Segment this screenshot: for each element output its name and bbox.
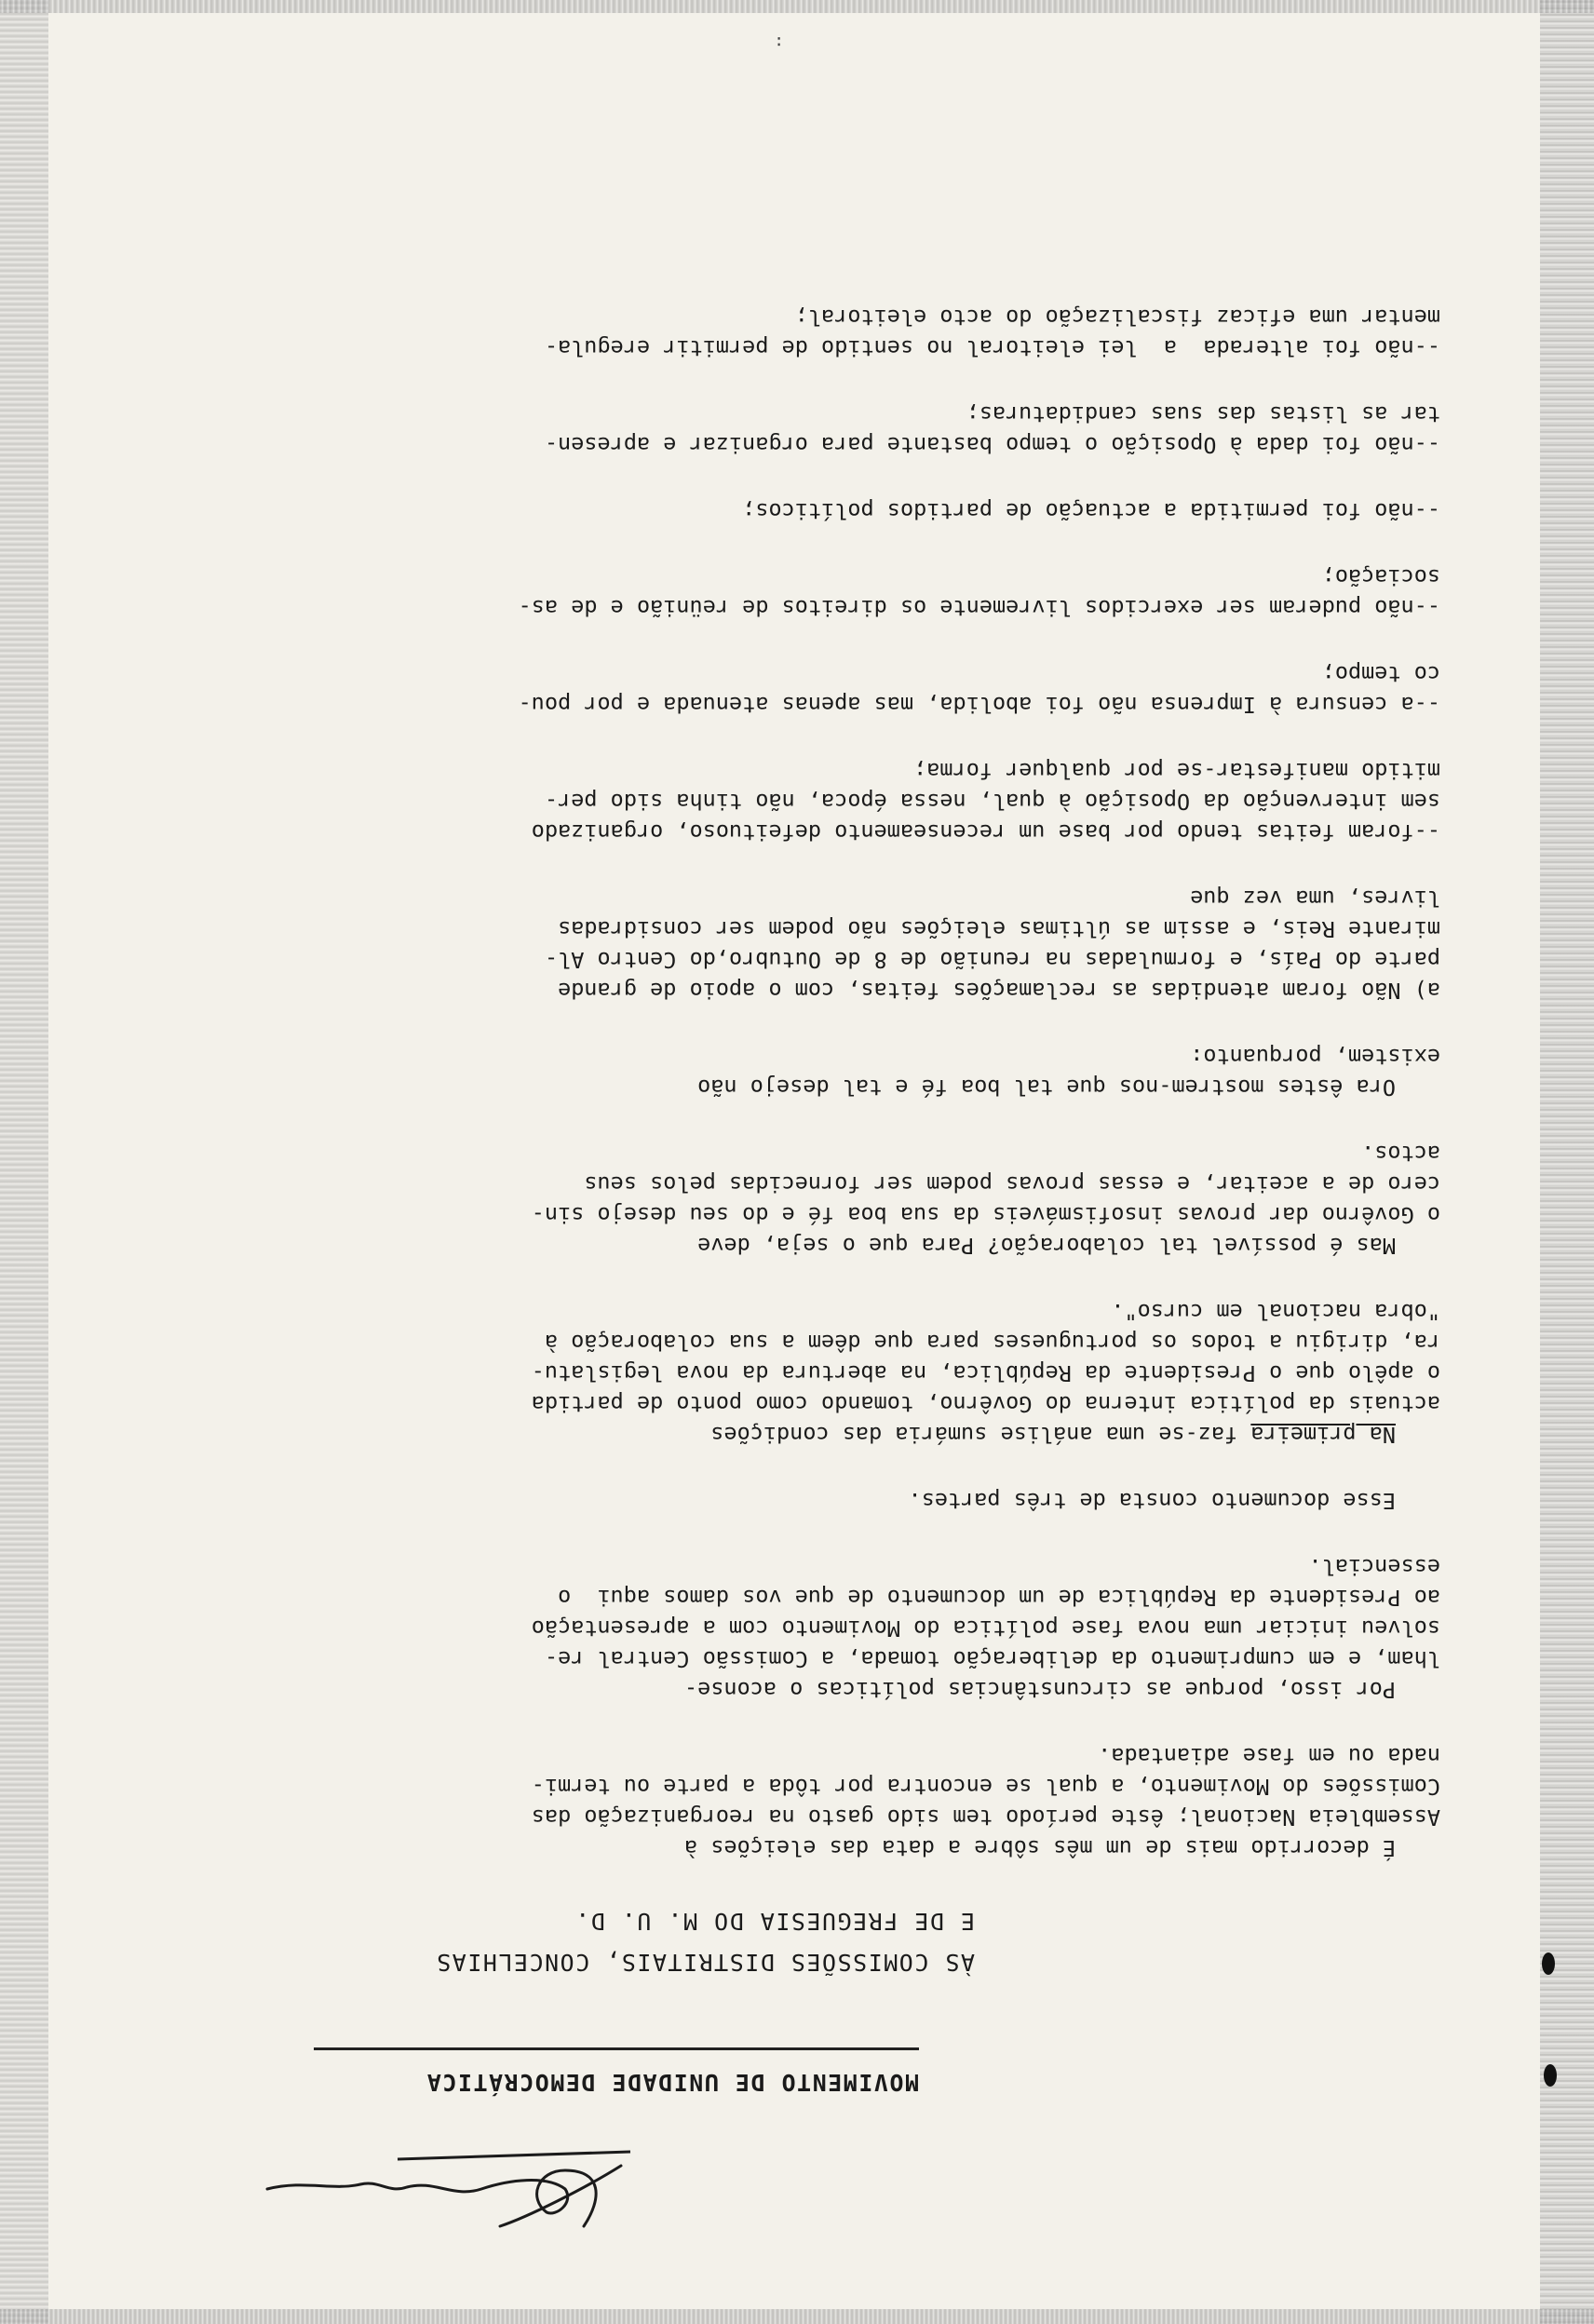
- text-line: --a censura à Imprensa não foi abolida, mas apenas atenuada e por pou-: [518, 692, 1440, 718]
- paragraph: [146, 1551, 1440, 1705]
- text-span: faz-se uma análise sumária das condições: [710, 1422, 1251, 1448]
- text-line: mentar uma eficaz fiscalização do acto eleitoral;: [794, 304, 1440, 331]
- text-line: Comissões do Movimento, a qual se encontra por tôda a parte ou termi-: [531, 1774, 1440, 1800]
- text-line: o Govêrno dar provas insofismáveis da sua boa fé e do seu desejo sin-: [531, 1202, 1440, 1228]
- paragraph: [146, 1485, 1440, 1516]
- scan-edge-bottom: [0, 0, 1594, 13]
- text-line: --não puderam ser exercidos livremente os direitos de reünião e de as-: [518, 595, 1440, 621]
- list-item: [146, 399, 1440, 460]
- movement-title: MOVIMENTO DE UNIDADE DEMOCRÁTICA: [426, 2069, 919, 2096]
- text-line: ao Presidente da República de um documento de que vos damos aqui o: [558, 1585, 1440, 1611]
- text-line: cero de a aceitar, e essas provas podem ser fornecidas pelos seus: [584, 1171, 1440, 1197]
- text-line: [146, 1419, 1440, 1450]
- text-line: mirante Reis, e assim as últimas eleições não podem ser considradas: [558, 916, 1440, 942]
- paragraph: [146, 1041, 1440, 1102]
- text-line: essencial.: [1308, 1554, 1440, 1580]
- text-line: solveu iniciar uma nova fase política do Movimento com a apresentação: [531, 1615, 1440, 1642]
- list-item: [146, 302, 1440, 363]
- text-line: actos.: [1361, 1141, 1440, 1167]
- text-line: existem, porquanto:: [1190, 1044, 1440, 1070]
- text-line: co tempo;: [1321, 661, 1440, 687]
- paragraph: [146, 1138, 1440, 1261]
- text-line: sociação;: [1321, 564, 1440, 590]
- scan-edge-top: [0, 2309, 1594, 2324]
- address-line: ÀS COMISSÕES DISTRITAIS, CONCELHIAS: [435, 1949, 975, 1976]
- title-underline: [314, 2047, 919, 2050]
- text-line: livres, uma vez que: [1190, 885, 1440, 912]
- text-line: ra, dirigiu a todos os portugueses para que dêem a sua colaboração à: [544, 1330, 1440, 1356]
- list-item: [146, 495, 1440, 526]
- scan-edge-right: [0, 0, 48, 2324]
- text-line: nada ou em fase adiantada.: [1098, 1743, 1440, 1769]
- page-mark: :: [774, 33, 784, 52]
- text-line: Mas é possível tal colaboração? Para que o seja, deve: [697, 1233, 1396, 1259]
- underlined-phrase: Na primeira: [1250, 1422, 1396, 1448]
- text-line: tar as listas das suas candidaturas;: [966, 401, 1440, 427]
- text-line: a) Não foram atendidas as reclamações feitas, com o apoio de grande: [558, 978, 1440, 1004]
- list-item: [146, 883, 1440, 1006]
- text-line: --foram feitas tendo por base um recenseamento defeituoso, organizado: [531, 819, 1440, 845]
- paragraph: [146, 1740, 1440, 1863]
- text-line: Por isso, porque as circunstâncias políticas o aconse-: [683, 1677, 1396, 1703]
- address-line: E DE FREGUESIA DO M. U. D.: [574, 1908, 975, 1935]
- text-line: --não foi dada à Oposição o tempo bastante para organizar e apresen-: [544, 432, 1440, 458]
- text-line: Assembleia Nacional; êste período tem sido gasto na reorganização das: [531, 1804, 1440, 1831]
- document-body: [146, 302, 1440, 2254]
- list-item: [146, 658, 1440, 720]
- text-line: lham, e em cumprimento da deliberação tomada, a Comissão Central re-: [544, 1646, 1440, 1672]
- handwritten-signature: [249, 2142, 640, 2254]
- address-block: [146, 1900, 1440, 1982]
- text-line: "obra nacional em curso".: [1111, 1299, 1440, 1325]
- text-line: parte do País, e formuladas na reunião de 8 de Outubro,do Centro Al-: [544, 947, 1440, 973]
- punch-hole: [1544, 2064, 1557, 2087]
- scan-edge-left: [1540, 0, 1594, 2324]
- list-item: [146, 561, 1440, 623]
- text-line: --não foi alterada a lei eleitoral no sentido de permitir eregula-: [544, 335, 1440, 361]
- text-line: o apêlo que o Presidente da República, na abertura da nova legislatu-: [531, 1360, 1440, 1386]
- text-line: sem intervenção da Oposição à qual, nessa época, não tinha sido per-: [544, 789, 1440, 815]
- punch-hole: [1542, 1952, 1555, 1975]
- text-line: --não foi permitida a actuação de partidos políticos;: [742, 498, 1440, 524]
- text-line: É decorrido mais de um mês sôbre a data das eleições à: [683, 1835, 1396, 1861]
- text-line: mitido manifestar-se por qualquer forma;: [913, 758, 1440, 784]
- text-line: actuais da política interna do Govêrno, tomando como ponto de partida: [531, 1391, 1440, 1417]
- paragraph: [146, 1296, 1440, 1450]
- list-item: [146, 755, 1440, 847]
- text-line: Esse documento consta de três partes.: [908, 1488, 1396, 1514]
- text-line: Ora êstes mostrem-nos que tal boa fé e tal desejo não: [697, 1074, 1396, 1101]
